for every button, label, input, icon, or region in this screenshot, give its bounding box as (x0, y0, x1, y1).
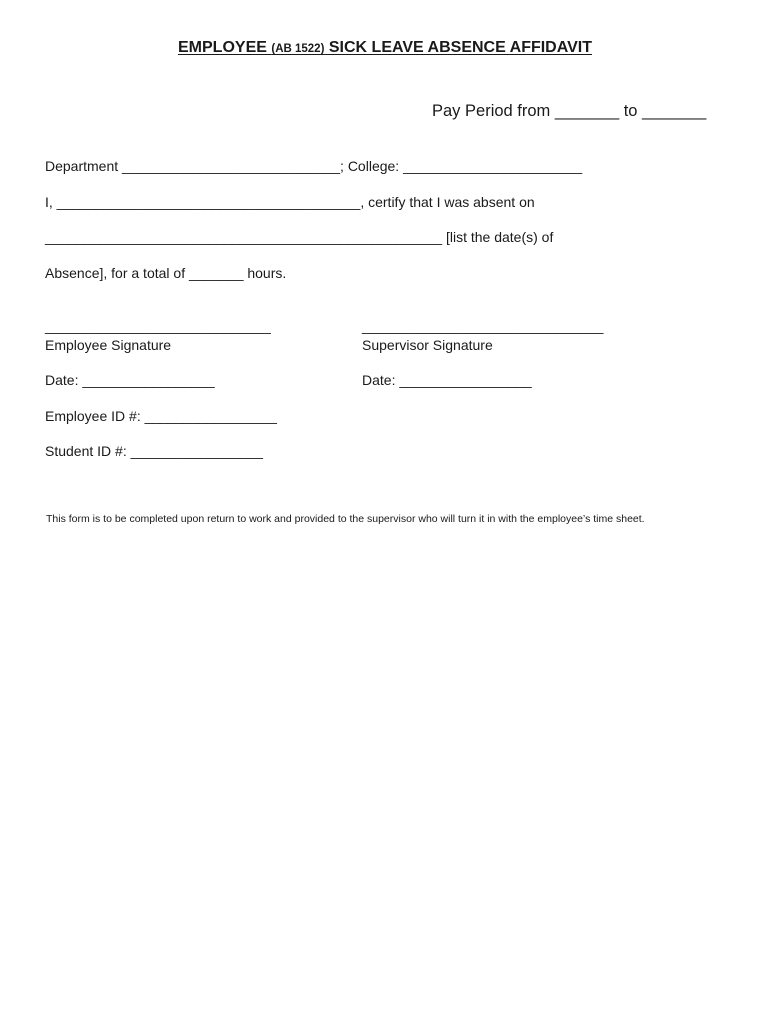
certify-name-field[interactable]: I, _______________________________________, certify that I was absent on (45, 194, 535, 210)
employee-signature-line[interactable]: _____________________________ (45, 318, 271, 334)
supervisor-date-field[interactable]: Date: _________________ (362, 372, 532, 388)
employee-signature-label: Employee Signature (45, 337, 172, 353)
absence-dates-field[interactable]: ___________________________________________________ [list the date(s) of (45, 229, 554, 245)
title-ab-reference: (AB 1522) (271, 43, 325, 55)
total-hours-field[interactable]: Absence], for a total of _______ hours. (45, 265, 287, 281)
title-affidavit: SICK LEAVE ABSENCE AFFIDAVIT (324, 39, 592, 56)
title-employee: EMPLOYEE (178, 39, 272, 56)
footer-note: This form is to be completed upon return to work and provided to the supervisor who will turn it in with the employee’s time sheet. (46, 513, 645, 525)
employee-id-field[interactable]: Employee ID #: _________________ (45, 408, 277, 424)
supervisor-signature-line[interactable]: _______________________________ (362, 318, 604, 334)
department-college-field[interactable]: Department ____________________________; College: _______________________ (45, 158, 583, 174)
employee-date-field[interactable]: Date: _________________ (45, 372, 215, 388)
student-id-field[interactable]: Student ID #: _________________ (45, 443, 263, 459)
supervisor-signature-label: Supervisor Signature (362, 337, 493, 353)
pay-period-field[interactable]: Pay Period from _______ to _______ (432, 102, 707, 120)
form-title (0, 38, 770, 59)
